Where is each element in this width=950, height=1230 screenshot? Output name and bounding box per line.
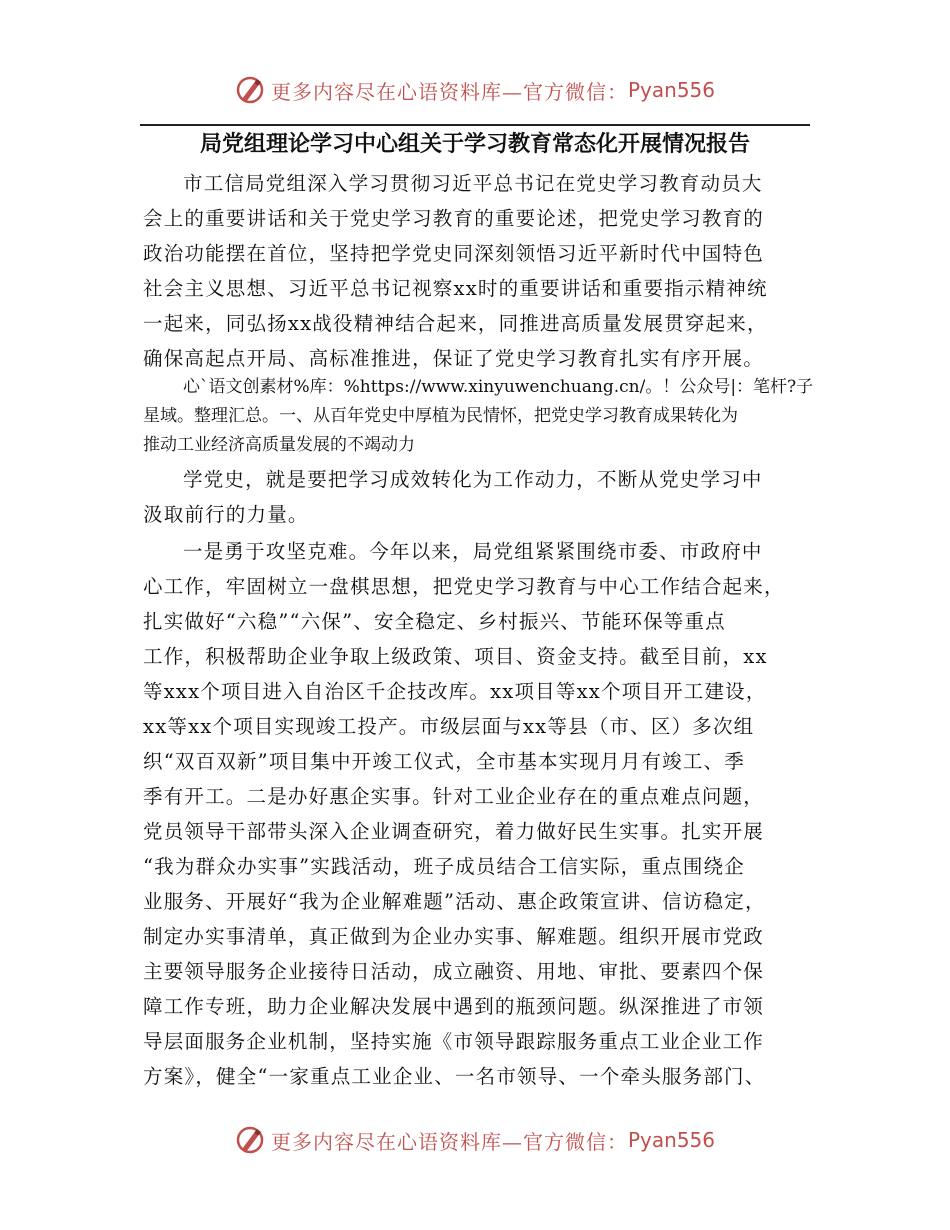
text-line: 业服务、开展好“我为企业解难题”活动、惠企政策宣讲、信访稳定， [143, 890, 766, 913]
text-line: 导层面服务企业机制，坚持实施《市领导跟踪服务重点工业企业工作 [143, 1030, 765, 1053]
text-line: 会上的重要讲话和关于党史学习教育的重要论述，把党史学习教育的 [143, 207, 765, 230]
text-line: 一起来，同弘扬xx战役精神结合起来，同推进高质量发展贯穿起来， [143, 312, 768, 335]
text-line: 政治功能摆在首位，坚持把学党史同深刻领悟习近平新时代中国特色 [143, 242, 765, 265]
text-line: 方案》，健全“一家重点工业企业、一名市领导、一个牵头服务部门、 [143, 1065, 766, 1088]
text-line: 确保高起点开局、高标准推进，保证了党史学习教育扎实有序开展。 [143, 347, 765, 370]
paragraph-3 [143, 462, 813, 532]
text-line: 障工作专班，助力企业解决发展中遇到的瓶颈问题。纵深推进了市领 [143, 995, 765, 1018]
text-line: 工作，积极帮助企业争取上级政策、项目、资金支持。截至目前，xx [143, 645, 768, 668]
text-line: “我为群众办实事”实践活动，班子成员结合工信实际，重点围绕企 [143, 855, 745, 878]
text-line: 推动工业经济高质量发展的不竭动力 [143, 435, 415, 455]
text-line: 季有开工。二是办好惠企实事。针对工业企业存在的重点难点问题， [143, 785, 765, 808]
paragraph-4 [143, 534, 813, 1094]
text-line: 星域。整理汇总。一、从百年党史中厚植为民情怀，把党史学习教育成果转化为 [143, 406, 738, 426]
text-line: 市工信局党组深入学习贯彻习近平总书记在党史学习教育动员大 [183, 172, 763, 195]
text-line: 扎实做好“六稳”“六保”、安全稳定、乡村振兴、节能环保等重点 [143, 610, 726, 633]
footer-banner-text: 更多内容尽在心语资料库—官方微信： [270, 1129, 628, 1154]
text-line: xx等xx个项目实现竣工投产。市级层面与xx等县（市、区）多次组 [143, 715, 755, 738]
title-rule [140, 124, 810, 126]
header-banner [0, 70, 950, 110]
text-line: 心`语文创素材%库：%https://www.xinyuwenchuang.cn/。！公众号|：笔杆?子 [183, 377, 814, 397]
footer-banner [0, 1120, 950, 1160]
header-banner-text: 更多内容尽在心语资料库—官方微信： [270, 79, 628, 104]
text-line: 社会主义思想、习近平总书记视察xx时的重要讲话和重要指示精神统 [143, 277, 768, 300]
text-line: 心工作，牢固树立一盘棋思想，把党史学习教育与中心工作结合起来， [143, 575, 785, 598]
pen-logo-icon [235, 75, 265, 105]
document-title: 局党组理论学习中心组关于学习教育常态化开展情况报告 [199, 131, 750, 157]
text-line: 制定办实事清单，真正做到为企业办实事、解难题。组织开展市党政 [143, 925, 765, 948]
text-line: 学党史，就是要把学习成效转化为工作动力，不断从党史学习中 [183, 468, 763, 491]
text-line: 等xxx个项目进入自治区千企技改库。xx项目等xx个项目开工建设， [143, 680, 767, 703]
footer-banner-contact: Pyan556 [627, 1128, 715, 1152]
text-line: 汲取前行的力量。 [143, 503, 309, 526]
text-line: 织“双百双新”项目集中开竣工仪式，全市基本实现月月有竣工、季 [143, 750, 745, 773]
text-line: 党员领导干部带头深入企业调查研究，着力做好民生实事。扎实开展 [143, 820, 765, 843]
header-banner-contact: Pyan556 [627, 78, 715, 102]
text-line: 一是勇于攻坚克难。今年以来，局党组紧紧围绕市委、市政府中 [183, 540, 763, 563]
paragraph-2 [143, 373, 813, 460]
text-line: 主要领导服务企业接待日活动，成立融资、用地、审批、要素四个保 [143, 960, 765, 983]
pen-logo-icon [235, 1125, 265, 1155]
paragraph-1 [143, 166, 813, 376]
